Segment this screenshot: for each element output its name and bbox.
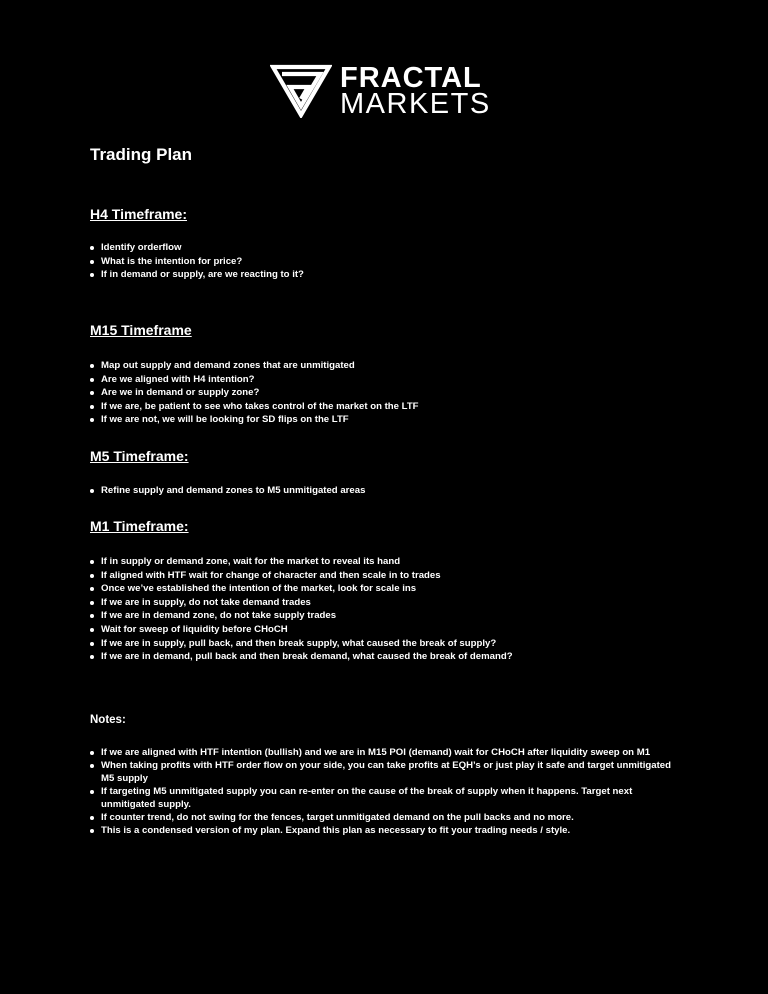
list-item: Refine supply and demand zones to M5 unmitigated areas [90,484,710,498]
section-heading-m15: M15 Timeframe [90,322,192,338]
logo-text-line2: MARKETS [340,88,491,120]
list-item: Are we aligned with H4 intention? [90,373,710,387]
list-item: When taking profits with HTF order flow on your side, you can take profits at EQH’s or just play it safe and target unmitigated M5 supply [90,759,680,785]
list-item: If we are in demand zone, do not take supply trades [90,609,710,623]
list-item: What is the intention for price? [90,255,710,269]
list-item: Map out supply and demand zones that are unmitigated [90,359,710,373]
list-item: If we are not, we will be looking for SD flips on the LTF [90,413,710,427]
section-heading-h4: H4 Timeframe: [90,206,188,222]
section-heading-m1: M1 Timeframe: [90,518,189,534]
list-item: If in supply or demand zone, wait for the market to reveal its hand [90,555,710,569]
notes-list [90,746,680,837]
list-item: Once we’ve established the intention of the market, look for scale ins [90,582,710,596]
list-item: If we are in demand, pull back and then break demand, what caused the break of demand? [90,650,710,664]
section-list-m5 [90,484,710,498]
fractal-triangle-logo-icon [270,64,332,118]
list-item: This is a condensed version of my plan. Expand this plan as necessary to fit your trading needs / style. [90,824,680,837]
list-item: If targeting M5 unmitigated supply you can re-enter on the cause of the break of supply when it happens. Target next unmitigated supply. [90,785,680,811]
page-title: Trading Plan [90,145,193,164]
brand-logo [270,64,510,118]
section-list-m15 [90,359,710,427]
section-list-h4 [90,241,710,282]
list-item: Identify orderflow [90,241,710,255]
section-heading-m5: M5 Timeframe: [90,448,189,464]
section-list-m1 [90,555,710,664]
list-item: If we are in supply, pull back, and then break supply, what caused the break of supply? [90,637,710,651]
list-item: If we are aligned with HTF intention (bullish) and we are in M15 POI (demand) wait for CHoCH after liquidity sweep on M1 [90,746,680,759]
list-item: Wait for sweep of liquidity before CHoCH [90,623,710,637]
list-item: If counter trend, do not swing for the fences, target unmitigated demand on the pull backs and no more. [90,811,680,824]
notes-heading: Notes: [90,714,126,726]
list-item: Are we in demand or supply zone? [90,386,710,400]
list-item: If in demand or supply, are we reacting to it? [90,268,710,282]
list-item: If we are in supply, do not take demand trades [90,596,710,610]
list-item: If aligned with HTF wait for change of character and then scale in to trades [90,569,710,583]
logo-text-line1: FRACTAL [340,62,482,94]
list-item: If we are, be patient to see who takes control of the market on the LTF [90,400,710,414]
